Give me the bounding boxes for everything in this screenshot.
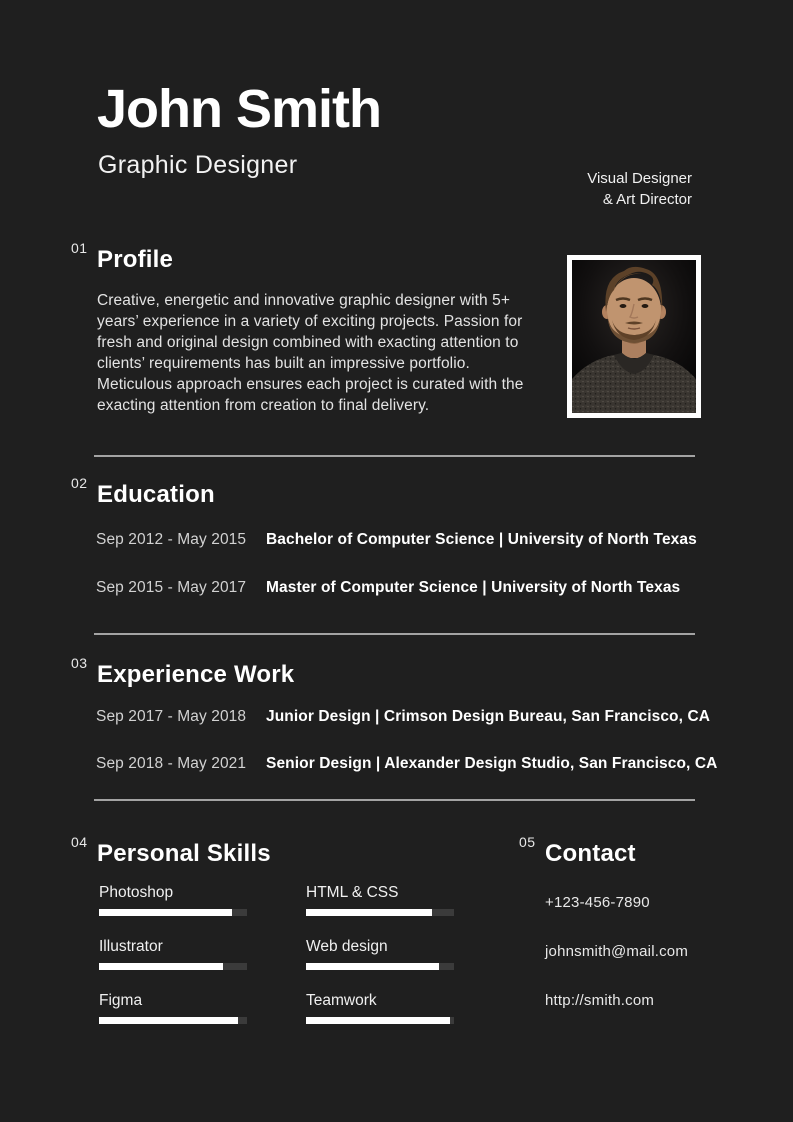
skill-bar-fill: [306, 1017, 450, 1024]
experience-date: Sep 2018 - May 2021: [96, 755, 247, 772]
education-section-number: 02: [71, 475, 88, 491]
skills-heading: [71, 834, 271, 868]
contact-list: [545, 893, 688, 1011]
skill-bar: [306, 963, 454, 970]
contact-heading-label: Contact: [545, 840, 636, 867]
skill-label: Web design: [306, 938, 388, 955]
divider-education: [94, 633, 695, 635]
education-date: Sep 2015 - May 2017: [96, 579, 247, 596]
experience-section-number: 03: [71, 655, 88, 671]
person-title: Graphic Designer: [98, 151, 298, 179]
experience-row: [96, 755, 718, 773]
portrait-illustration: [572, 260, 696, 413]
contact-phone: +123-456-7890: [545, 894, 650, 911]
skill-bar: [99, 1017, 247, 1024]
experience-row: [96, 708, 711, 726]
skill-item: [99, 938, 247, 970]
skill-bar-fill: [306, 909, 432, 916]
skill-item: [306, 938, 454, 970]
skill-bar: [99, 963, 247, 970]
tagline-line-1: Visual Designer: [587, 170, 692, 187]
skill-label: Figma: [99, 992, 143, 1009]
person-name: John Smith: [97, 79, 381, 139]
skill-bar-fill: [99, 909, 232, 916]
skill-bar: [306, 909, 454, 916]
profile-text: Creative, energetic and innovative graphic designer with 5+ years’ experience in a variety of exciting projects. Passion for fresh and original design combined with exacting attention to clients’ requirements has built an impressive portfolio. Meticulous approach ensures each project is curated with the exacting attention from creation to final delivery.: [97, 292, 524, 414]
experience-heading-label: Experience Work: [97, 661, 295, 688]
experience-detail: Senior Design | Alexander Design Studio, San Francisco, CA: [266, 755, 718, 772]
profile-section-number: 01: [71, 240, 88, 256]
skills-grid: [99, 884, 454, 1024]
profile-heading: [71, 240, 174, 274]
contact-heading: [519, 834, 636, 868]
skill-bar: [306, 1017, 454, 1024]
skills-heading-label: Personal Skills: [97, 840, 271, 867]
skill-bar: [99, 909, 247, 916]
education-detail: Master of Computer Science | University of North Texas: [266, 579, 681, 596]
experience-detail: Junior Design | Crimson Design Bureau, San Francisco, CA: [266, 708, 711, 725]
tagline-line-2: & Art Director: [602, 191, 692, 208]
education-heading-label: Education: [97, 481, 215, 508]
experience-heading: [71, 655, 295, 689]
skill-label: Teamwork: [306, 992, 377, 1009]
divider-experience: [94, 799, 695, 801]
contact-website: http://smith.com: [545, 992, 655, 1009]
skill-bar-fill: [99, 1017, 238, 1024]
education-heading: [71, 475, 215, 509]
skill-item: [306, 992, 454, 1024]
skill-label: Photoshop: [99, 884, 174, 901]
education-date: Sep 2012 - May 2015: [96, 531, 247, 548]
divider-profile: [94, 455, 695, 457]
skill-label: Illustrator: [99, 938, 163, 955]
contact-email: johnsmith@mail.com: [545, 943, 689, 960]
skill-bar-fill: [99, 963, 223, 970]
profile-photo: [567, 255, 701, 418]
skill-label: HTML & CSS: [306, 884, 399, 901]
skills-section-number: 04: [71, 834, 88, 850]
experience-date: Sep 2017 - May 2018: [96, 708, 247, 725]
skill-bar-fill: [306, 963, 439, 970]
skill-item: [99, 884, 247, 916]
education-row: [96, 531, 696, 549]
education-row: [96, 579, 696, 597]
profile-heading-label: Profile: [97, 246, 174, 273]
education-detail: Bachelor of Computer Science | University of North Texas: [266, 531, 697, 548]
tagline: [587, 168, 692, 210]
skill-item: [99, 992, 247, 1024]
contact-section-number: 05: [519, 834, 536, 850]
skill-item: [306, 884, 454, 916]
